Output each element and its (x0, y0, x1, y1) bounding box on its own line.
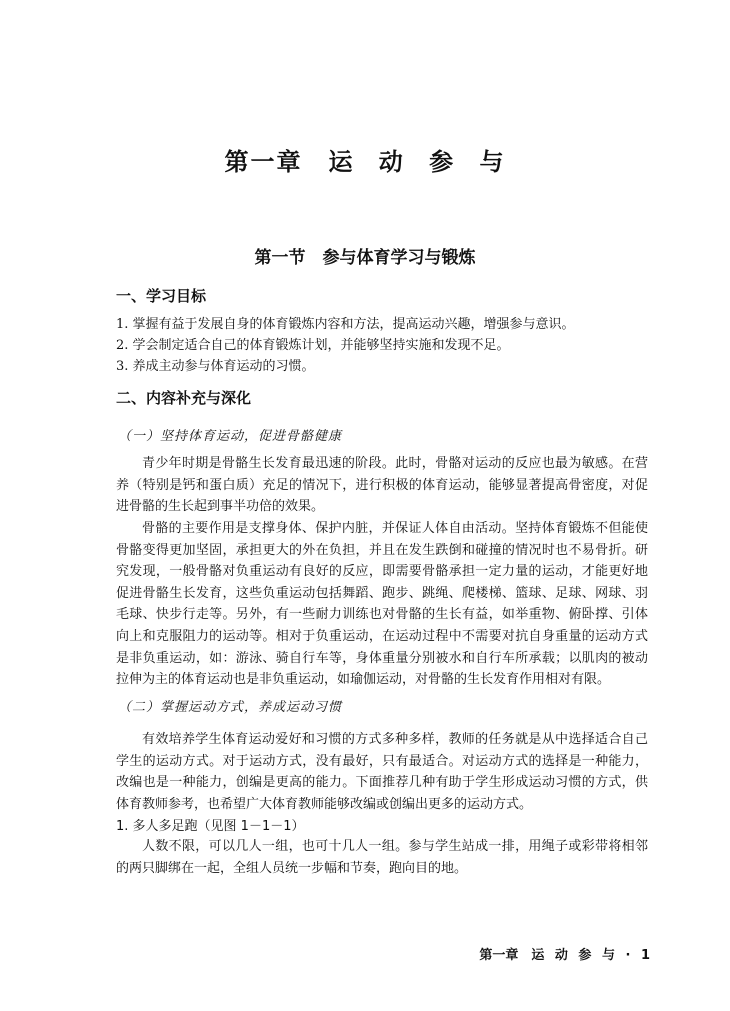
objectives-heading: 一、学习目标 (116, 287, 207, 305)
subsection-1-heading: （一）坚持体育运动，促进骨骼健康 (118, 429, 343, 444)
paragraph-bone-growth: 青少年时期是骨骼生长发育最迅速的阶段。此时，骨骼对运动的反应也最为敏感。在营养（特别是钙和蛋白质）充足的情况下，进行积极的体育运动，能够显著提高骨密度，对促进骨骼的生长起到事半功倍的效果。 (116, 456, 648, 515)
objective-item: 3. 养成主动参与体育运动的习惯。 (116, 359, 315, 374)
paragraph-exercise-habits: 有效培养学生体育运动爱好和习惯的方式多种多样，教师的任务就是从中选择适合自己学生的运动方式。对于运动方式，没有最好，只有最适合。对运动方式的选择是一种能力，改编也是一种能力，创编是更高的能力。下面推荐几种有助于学生形成运动习惯的方式，供体育教师参考，也希望广大体育教师能够改编或创编出更多的运动方式。 (116, 732, 648, 812)
objective-item: 2. 学会制定适合自己的体育锻炼计划，并能够坚持实施和发现不足。 (116, 338, 510, 353)
subsection-2-heading: （二）掌握运动方式，养成运动习惯 (118, 700, 343, 715)
page-footer: 第一章 运 动 参 与 · 1 (479, 948, 650, 963)
objective-item: 1. 掌握有益于发展自身的体育锻炼内容和方法，提高运动兴趣，增强参与意识。 (116, 317, 575, 332)
paragraph-bone-function: 骨骼的主要作用是支撑身体、保护内脏，并保证人体自由活动。坚持体育锻炼不但能使骨骼变得更加坚固，承担更大的外在负担，并且在发生跌倒和碰撞的情况时也不易骨折。研究发现，一般骨骼对负重运动有良好的反应，即需要骨骼承担一定力量的运动，才能更好地促进骨骼生长发育，这些负重运动包括舞蹈、跑步、跳绳、爬楼梯、篮球、足球、网球、羽毛球、快步行走等。另外，有一些耐力训练也对骨骼的生长有益，如举重物、俯卧撑、引体向上和克服阻力的运动等。相对于负重运动，在运动过程中不需要对抗自身重量的运动方式是非负重运动，如：游泳、骑自行车等，身体重量分别被水和自行车所承载；以肌肉的被动拉伸为主的体育运动也是非负重运动，如瑜伽运动，对骨骼的生长发育作用相对有限。 (116, 521, 648, 688)
chapter-title: 第一章 运 动 参 与 (224, 148, 506, 176)
content-heading: 二、内容补充与深化 (116, 389, 252, 407)
item-1-title: 1. 多人多足跑（见图 1－1－1） (116, 819, 305, 834)
objectives-list (116, 314, 656, 377)
item-1-description: 人数不限，可以几人一组，也可十几人一组。参与学生站成一排，用绳子或彩带将相邻的两只脚绑在一起，全组人员统一步幅和节奏，跑向目的地。 (116, 839, 648, 876)
section-title: 第一节 参与体育学习与锻炼 (254, 248, 476, 268)
